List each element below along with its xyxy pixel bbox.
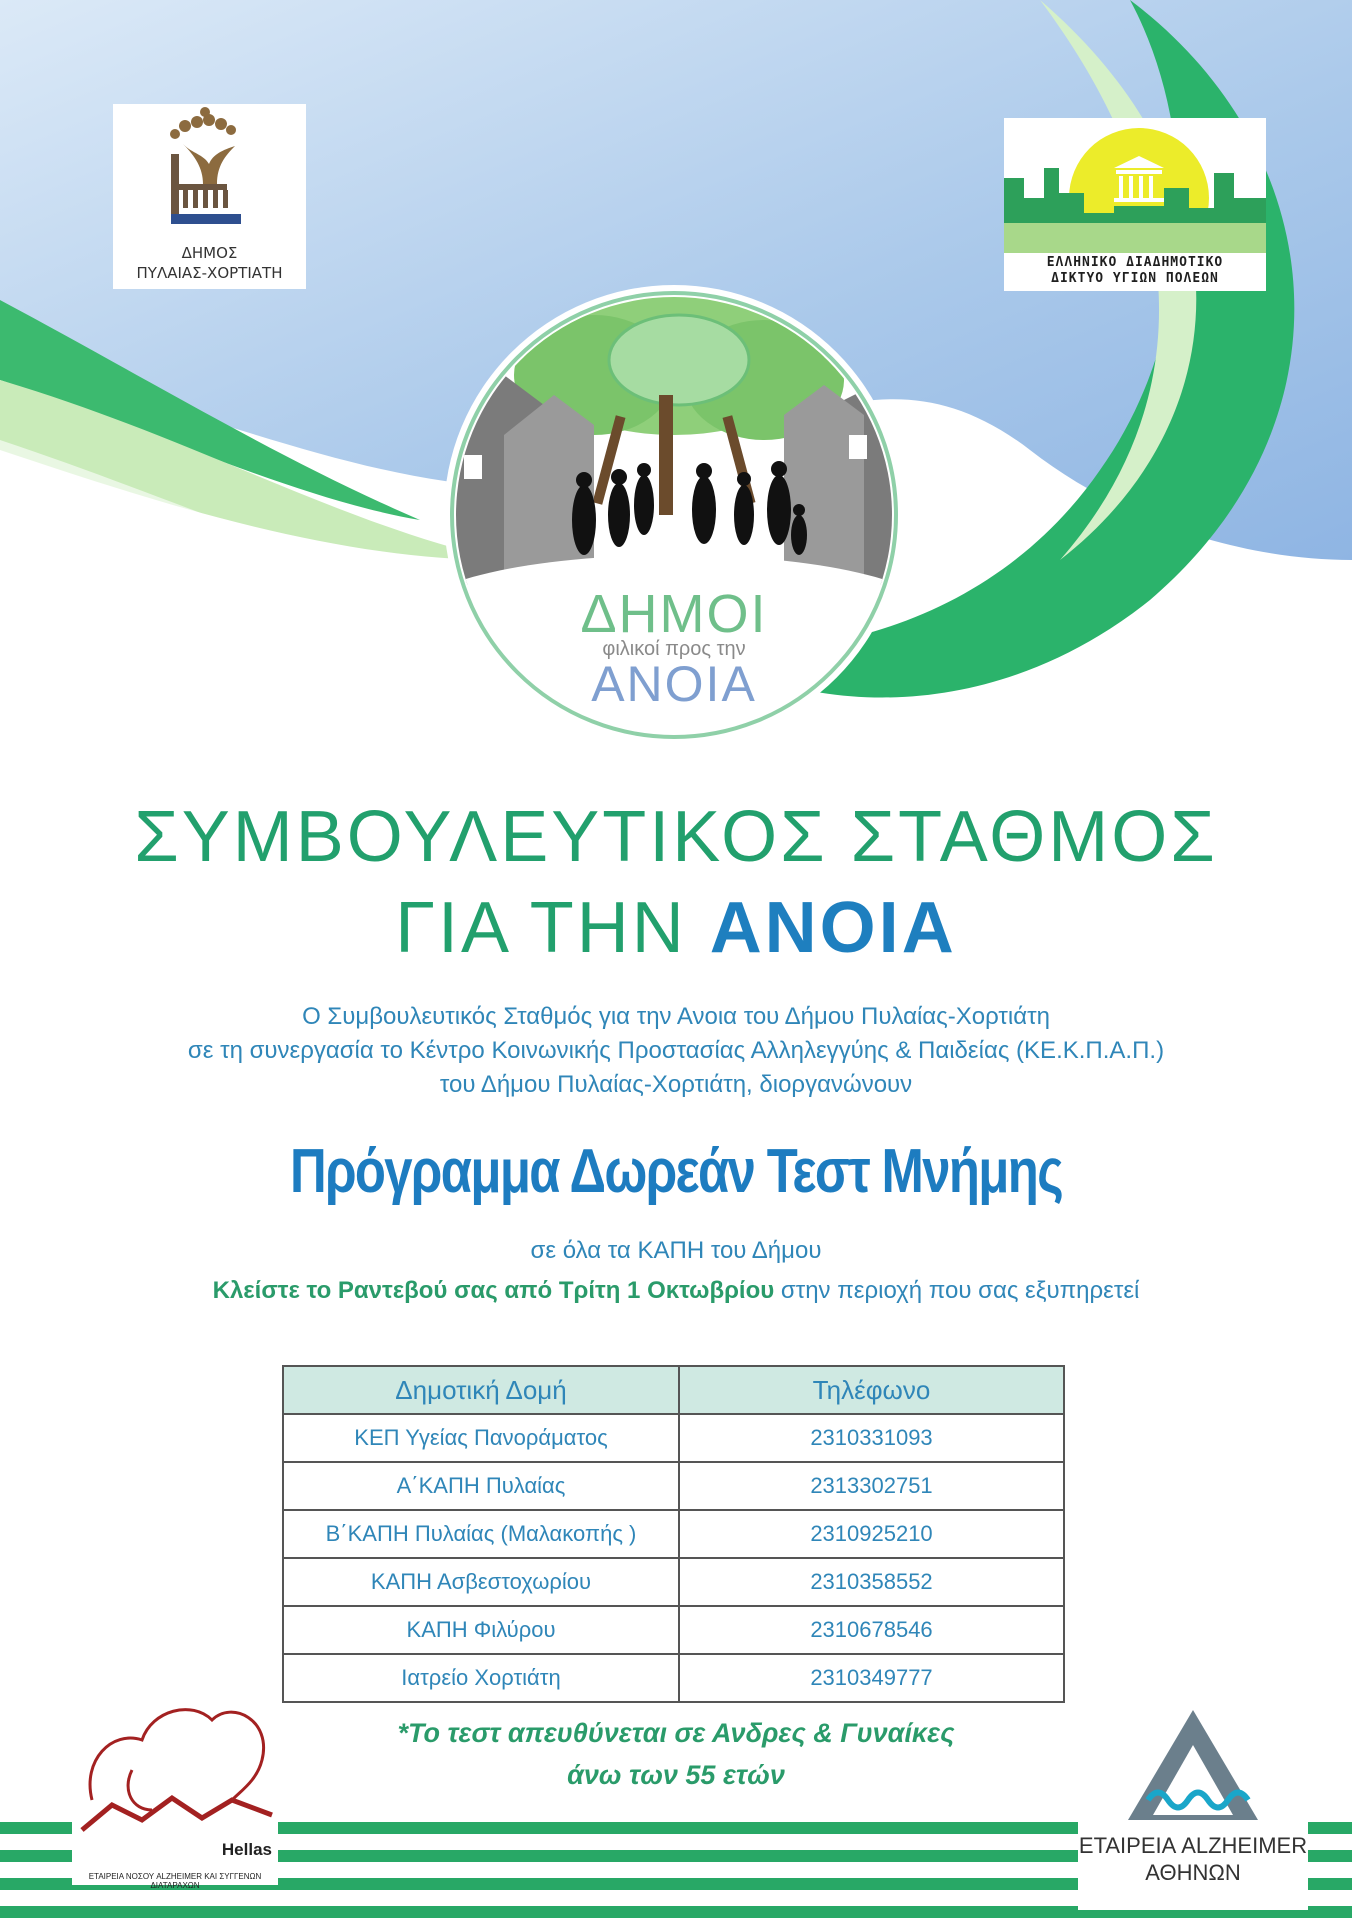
note-line1: *Το τεστ απευθύνεται σε Ανδρες & Γυναίκες [397,1718,955,1748]
phone-cell: 2310358552 [679,1558,1064,1606]
triangle-wave-icon [1078,1700,1308,1830]
main-title-accent: ΑΝΟΙΑ [709,888,957,968]
alz-hellas-name: Hellas [221,1840,272,1859]
alz-athens-line2: ΑΘΗΝΩΝ [1145,1860,1241,1885]
healthy-cities-logo [1004,118,1266,291]
alzheimer-athens-logo [1078,1700,1308,1910]
intro-line2: σε τη συνεργασία το Κέντρο Κοινωνικής Προστασίας Αλληλεγγύης & Παιδείας (ΚΕ.Κ.Π.Α.Π.) [187,1037,1165,1064]
intro-line1: Ο Συμβουλευτικός Σταθμός για την Ανοια του Δήμου Πυλαίας-Χορτιάτη [302,1003,1050,1030]
appointment-date: Κλείστε το Ραντεβού σας από Τρίτη 1 Οκτωβρίου [212,1277,775,1304]
table-row [283,1654,1064,1702]
table-row [283,1510,1064,1558]
dimos-logo [113,104,306,289]
main-title-prefix: ΓΙΑ ΤΗΝ [395,888,710,968]
main-title-line1: ΣΥΜΒΟΥΛΕΥΤΙΚΟΣ ΣΤΑΘΜΟΣ [134,797,1218,877]
table-row [283,1462,1064,1510]
table-header-row [283,1366,1064,1414]
diktyo-caption-2: ΔΙΚΤΥΟ ΥΓΙΩΝ ΠΟΛΕΩΝ [1051,271,1219,286]
sun-temple-icon [1004,118,1266,253]
structure-cell: ΚΑΠΗ Ασβεστοχωρίου [283,1558,679,1606]
phone-cell: 2310331093 [679,1414,1064,1462]
program-title: Πρόγραμμα Δωρεάν Τεστ Μνήμης [289,1137,1062,1206]
sub-line2 [0,1276,1352,1306]
sub-line1: σε όλα τα ΚΑΠΗ του Δήμου [530,1237,822,1264]
phone-cell: 2313302751 [679,1462,1064,1510]
tree-column-icon [113,104,306,234]
table-row [283,1606,1064,1654]
structure-cell: ΚΑΠΗ Φιλύρου [283,1606,679,1654]
phone-cell: 2310925210 [679,1510,1064,1558]
phone-cell: 2310678546 [679,1606,1064,1654]
header-phone: Τηλέφωνο [679,1366,1064,1414]
header-structure: Δημοτική Δομή [283,1366,679,1414]
heart-faces-icon [72,1700,278,1840]
table-row [283,1414,1064,1462]
intro-text [0,1000,1352,1102]
dimos-caption-2: ΠΥΛΑΙΑΣ-ΧΟΡΤΙΑΤΗ [136,264,283,282]
alz-athens-line1: ΕΤΑΙΡΕΙΑ ALZHEIMER [1078,1833,1308,1858]
alz-hellas-small: ΕΤΑΙΡΕΙΑ ΝΟΣΟΥ ALZHEIMER ΚΑΙ ΣΥΓΓΕΝΩΝ ΔΙΑΤΑΡΑΧΩΝ [88,1872,262,1890]
structure-cell: Β΄ΚΑΠΗ Πυλαίας (Μαλακοπής ) [283,1510,679,1558]
contacts-table [282,1365,1065,1703]
note-line2: άνω των 55 ετών [567,1760,785,1790]
dimos-caption-1: ΔΗΜΟΣ [181,244,238,262]
main-title-line2 [0,888,1352,968]
diktyo-caption-1: ΕΛΛΗΝΙΚΟ ΔΙΑΔΗΜΟΤΙΚΟ [1046,255,1224,270]
structure-cell: Α΄ΚΑΠΗ Πυλαίας [283,1462,679,1510]
emblem-anoia: ΑΝΟΙΑ [591,656,757,712]
dementia-friendly-emblem [404,285,944,745]
structure-cell: Ιατρείο Χορτιάτη [283,1654,679,1702]
alzheimer-hellas-logo [72,1700,278,1890]
structure-cell: ΚΕΠ Υγείας Πανοράματος [283,1414,679,1462]
emblem-dimoi: ΔΗΜΟΙ [580,584,768,644]
phone-cell: 2310349777 [679,1654,1064,1702]
emblem-filikoi: φιλικοί προς την [602,638,746,660]
sub-line2-rest: στην περιοχή που σας εξυπηρετεί [774,1277,1140,1304]
intro-line3: του Δήμου Πυλαίας-Χορτιάτη, διοργανώνουν [439,1071,913,1098]
table-row [283,1558,1064,1606]
